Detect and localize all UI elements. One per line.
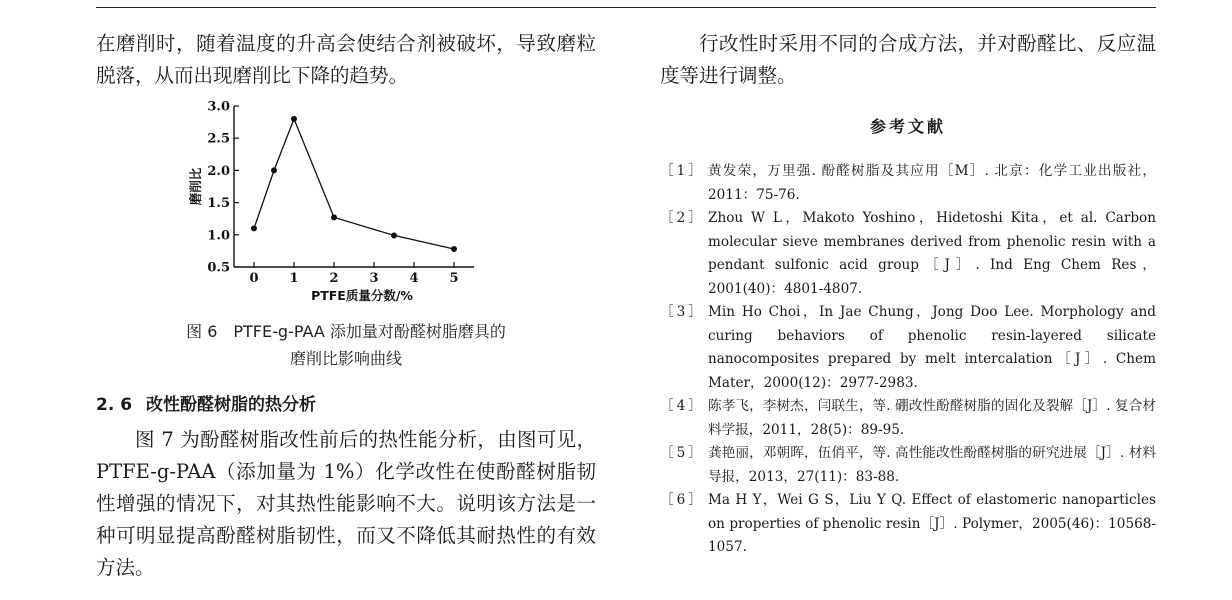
y-tick-label: 2.5 xyxy=(207,131,230,147)
reference-tag: ［4］ xyxy=(660,398,705,414)
reference-list xyxy=(660,160,1156,560)
y-axis-label: 磨削比 xyxy=(188,167,203,206)
reference-item xyxy=(660,207,1156,301)
data-point xyxy=(331,214,337,220)
reference-text: 陈孝飞，李树杰，闫联生，等. 硼改性酚醛树脂的固化及裂解［J］. 复合材料学报，2011，28(5)：89-95. xyxy=(708,398,1156,438)
x-tick-label: 2 xyxy=(329,271,339,286)
reference-tag: ［5］ xyxy=(660,445,705,461)
left-column xyxy=(96,28,596,92)
references-title: 参考文献 xyxy=(869,117,946,136)
figure-caption xyxy=(96,318,596,372)
reference-text: Min Ho Choi，In Jae Chung，Jong Doo Lee. Morphology and curing behaviors of phenolic resin-layered silicate nanocomposites prepared by melt intercalation［J］. Chem Mater，2000(12)：2977-2983. xyxy=(708,304,1156,391)
x-tick-label: 0 xyxy=(249,271,259,286)
section-number: 2. 6 xyxy=(96,395,133,415)
x-axis-label: PTFE质量分数/% xyxy=(311,288,413,303)
figure-caption-line2: 磨削比影响曲线 xyxy=(289,349,402,368)
data-point xyxy=(271,167,277,173)
x-tick-label: 3 xyxy=(369,271,379,286)
reference-text: Zhou W L，Makoto Yoshino，Hidetoshi Kita，et al. Carbon molecular sieve membranes derived from phenolic resin with a pendant sulfonic acid group［J］. Ind Eng Chem Res，2001(40)：4801-4807. xyxy=(708,210,1156,297)
series-line xyxy=(254,119,454,249)
reference-text: 黄发荣，万里强. 酚醛树脂及其应用［M］. 北京：化学工业出版社，2011：75-76. xyxy=(708,163,1156,203)
reference-item xyxy=(660,442,1156,489)
reference-item xyxy=(660,160,1156,207)
right-column xyxy=(660,28,1156,92)
reference-item xyxy=(660,395,1156,442)
figure-caption-line1: 图 6 PTFE-g-PAA 添加量对酚醛树脂磨具的 xyxy=(186,322,506,341)
y-tick-label: 1.0 xyxy=(207,228,230,244)
y-tick-label: 1.5 xyxy=(207,196,230,212)
data-point xyxy=(391,232,397,238)
reference-item xyxy=(660,489,1156,560)
section-body xyxy=(96,424,596,584)
y-tick-label: 2.0 xyxy=(207,163,230,179)
reference-tag: ［3］ xyxy=(660,304,705,320)
reference-item xyxy=(660,301,1156,395)
data-point xyxy=(451,246,457,252)
section-heading xyxy=(96,392,596,418)
data-point xyxy=(291,116,297,122)
reference-tag: ［6］ xyxy=(660,492,705,508)
chart-svg xyxy=(178,96,488,308)
y-tick-label: 3.0 xyxy=(207,99,230,115)
section-title: 改性酚醛树脂的热分析 xyxy=(146,395,317,415)
continuation-paragraph: 行改性时采用不同的合成方法，并对酚醛比、反应温度等进行调整。 xyxy=(660,32,1156,87)
intro-paragraph: 在磨削时，随着温度的升高会使结合剂被破坏，导致磨粒脱落，从而出现磨削比下降的趋势。 xyxy=(96,32,596,87)
reference-tag: ［2］ xyxy=(660,210,705,226)
grinding-ratio-chart xyxy=(178,96,488,308)
reference-text: Ma H Y，Wei G S，Liu Y Q. Effect of elastomeric nanoparticles on properties of phenolic resin［J］. Polymer，2005(46)：10568-1057. xyxy=(708,492,1156,555)
x-tick-label: 4 xyxy=(409,271,419,286)
header-rule xyxy=(96,7,1156,8)
x-tick-label: 1 xyxy=(289,271,299,286)
reference-tag: ［1］ xyxy=(660,163,705,179)
reference-text: 龚艳丽，邓朝晖，伍俏平，等. 高性能改性酚醛树脂的研究进展［J］. 材料导报，2013，27(11)：83-88. xyxy=(708,445,1156,485)
data-point xyxy=(251,225,257,231)
x-tick-label: 5 xyxy=(449,271,459,286)
y-tick-label: 0.5 xyxy=(207,260,230,276)
section-paragraph: 图 7 为酚醛树脂改性前后的热性能分析，由图可见，PTFE-g-PAA（添加量为 1%）化学改性在使酚醛树脂韧性增强的情况下，对其热性能影响不大。说明该方法是一种可明显提高酚醛树脂韧性，而又不降低其耐热性的有效方法。 xyxy=(96,428,596,579)
